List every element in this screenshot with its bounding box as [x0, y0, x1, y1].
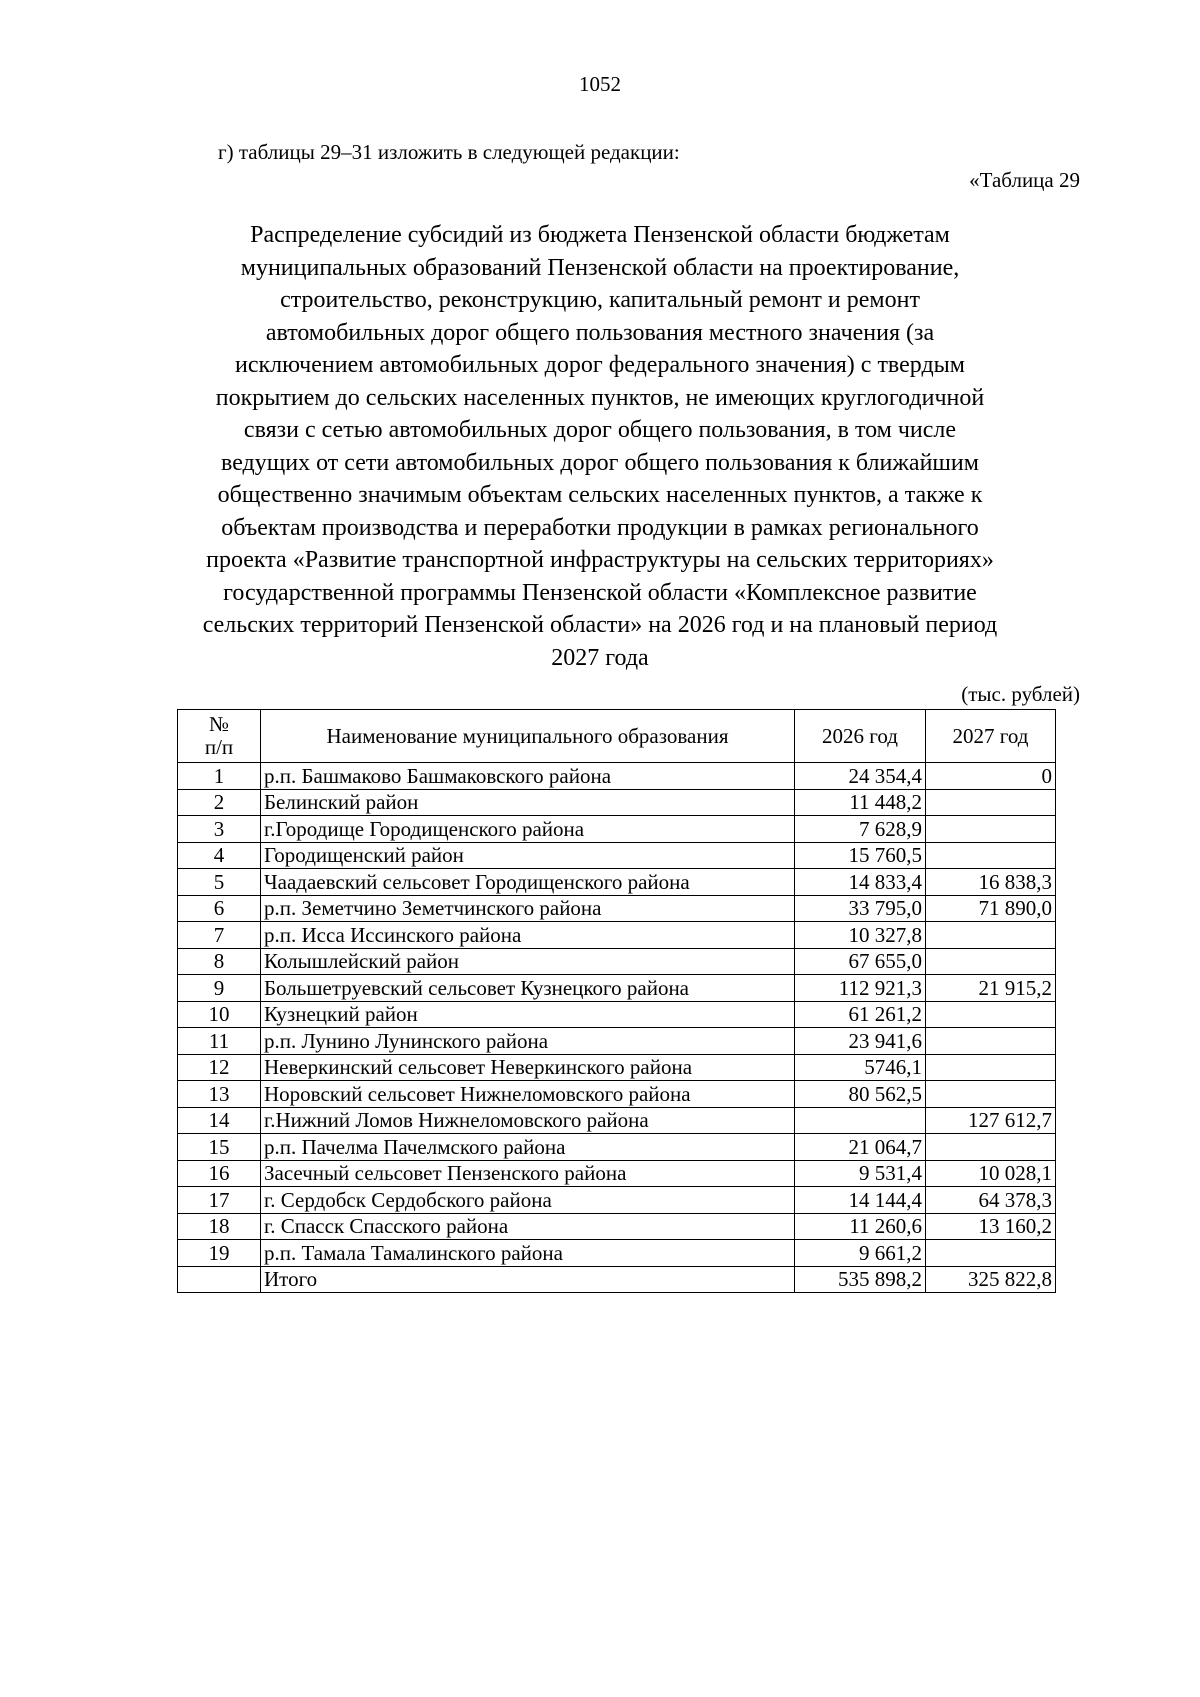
row-num: 18: [178, 1213, 261, 1240]
table-row: [178, 922, 1056, 949]
page-number: 1052: [579, 72, 621, 96]
row-2027: [926, 1081, 1056, 1108]
row-2026: [795, 1107, 926, 1134]
header-num: [178, 710, 261, 763]
row-name: Неверкинский сельсовет Неверкинского района: [261, 1054, 795, 1081]
row-2026: 9 661,2: [795, 1240, 926, 1267]
title-line: муниципальных образований Пензенской области на проектирование,: [240, 254, 960, 281]
total-2027: 325 822,8: [926, 1266, 1056, 1293]
table-row: [178, 1160, 1056, 1187]
row-2026: 15 760,5: [795, 842, 926, 869]
row-name: г. Спасск Спасского района: [261, 1213, 795, 1240]
row-2027: [926, 1240, 1056, 1267]
table-row: [178, 789, 1056, 816]
title-line: автомобильных дорог общего пользования местного значения (за: [265, 319, 935, 346]
subsidy-table: [177, 709, 1056, 1293]
table-row: [178, 1134, 1056, 1161]
row-num: 2: [178, 789, 261, 816]
row-2027: 16 838,3: [926, 869, 1056, 896]
units-label: (тыс. рублей): [961, 682, 1080, 706]
title-line: строительство, реконструкцию, капитальный ремонт и ремонт: [280, 287, 920, 313]
row-name: Кузнецкий район: [261, 1001, 795, 1028]
row-name: р.п. Земетчино Земетчинского района: [261, 895, 795, 922]
row-num: 17: [178, 1187, 261, 1214]
row-name: р.п. Лунино Лунинского района: [261, 1028, 795, 1055]
row-2026: 33 795,0: [795, 895, 926, 922]
header-2027: 2027 год: [926, 710, 1056, 763]
row-num: 15: [178, 1134, 261, 1161]
row-num: 11: [178, 1028, 261, 1055]
row-2026: 7 628,9: [795, 816, 926, 843]
row-2027: 10 028,1: [926, 1160, 1056, 1187]
row-name: Засечный сельсовет Пензенского района: [261, 1160, 795, 1187]
row-num: 1: [178, 763, 261, 790]
row-2026: 61 261,2: [795, 1001, 926, 1028]
row-num: 9: [178, 975, 261, 1002]
row-2026: 10 327,8: [795, 922, 926, 949]
table-header-row: [178, 710, 1056, 763]
table-row: [178, 869, 1056, 896]
table-row: [178, 1187, 1056, 1214]
table-row: [178, 816, 1056, 843]
total-2026: 535 898,2: [795, 1266, 926, 1293]
row-num: 8: [178, 948, 261, 975]
total-num: [178, 1266, 261, 1293]
row-2026: 9 531,4: [795, 1160, 926, 1187]
row-num: 5: [178, 869, 261, 896]
row-name: Норовский сельсовет Нижнеломовского района: [261, 1081, 795, 1108]
title-line: исключением автомобильных дорог федерального значения) с твердым: [235, 352, 965, 378]
row-num: 19: [178, 1240, 261, 1267]
title-line: ведущих от сети автомобильных дорог общего пользования к ближайшим: [221, 449, 979, 476]
intro-text: г) таблицы 29–31 изложить в следующей редакции:: [218, 140, 680, 164]
row-num: 14: [178, 1107, 261, 1134]
row-num: 10: [178, 1001, 261, 1028]
row-2027: 0: [926, 763, 1056, 790]
row-2027: 71 890,0: [926, 895, 1056, 922]
row-name: г. Сердобск Сердобского района: [261, 1187, 795, 1214]
row-num: 6: [178, 895, 261, 922]
title-line: государственной программы Пензенской области «Комплексное развитие: [223, 579, 977, 606]
table-row: [178, 1081, 1056, 1108]
table-row: [178, 763, 1056, 790]
table-row: [178, 1107, 1056, 1134]
table-row: [178, 975, 1056, 1002]
row-name: Чаадаевский сельсовет Городищенского района: [261, 869, 795, 896]
row-2027: [926, 948, 1056, 975]
row-name: р.п. Исса Иссинского района: [261, 922, 795, 949]
row-num: 12: [178, 1054, 261, 1081]
row-num: 16: [178, 1160, 261, 1187]
row-2027: [926, 816, 1056, 843]
table-label: «Таблица 29: [969, 168, 1080, 192]
row-2027: [926, 1054, 1056, 1081]
title-line: проекта «Развитие транспортной инфраструктуры на сельских территориях»: [206, 547, 994, 573]
row-name: Большетруевский сельсовет Кузнецкого района: [261, 975, 795, 1002]
document-title: [120, 219, 1080, 674]
total-label: Итого: [261, 1266, 795, 1293]
row-num: 4: [178, 842, 261, 869]
table-row: [178, 1240, 1056, 1267]
row-2026: 11 448,2: [795, 789, 926, 816]
table-row: [178, 948, 1056, 975]
row-name: г.Нижний Ломов Нижнеломовского района: [261, 1107, 795, 1134]
row-name: р.п. Башмаково Башмаковского района: [261, 763, 795, 790]
row-2027: [926, 842, 1056, 869]
row-2026: 112 921,3: [795, 975, 926, 1002]
row-2026: 21 064,7: [795, 1134, 926, 1161]
table-total-row: [178, 1266, 1056, 1293]
row-name: Белинский район: [261, 789, 795, 816]
row-2026: 14 144,4: [795, 1187, 926, 1214]
row-2026: 23 941,6: [795, 1028, 926, 1055]
title-line: сельских территорий Пензенской области» на 2026 год и на плановый период: [202, 612, 998, 638]
table-row: [178, 1001, 1056, 1028]
row-2026: 80 562,5: [795, 1081, 926, 1108]
row-2027: [926, 1028, 1056, 1055]
row-2027: 21 915,2: [926, 975, 1056, 1002]
row-2026: 5746,1: [795, 1054, 926, 1081]
title-line: связи с сетью автомобильных дорог общего пользования, в том числе: [243, 417, 957, 443]
row-name: р.п. Пачелма Пачелмского района: [261, 1134, 795, 1161]
table-row: [178, 842, 1056, 869]
row-num: 7: [178, 922, 261, 949]
row-2026: 67 655,0: [795, 948, 926, 975]
row-2026: 11 260,6: [795, 1213, 926, 1240]
row-2027: 13 160,2: [926, 1213, 1056, 1240]
header-2026: 2026 год: [795, 710, 926, 763]
row-2027: [926, 922, 1056, 949]
header-name: Наименование муниципального образования: [261, 710, 795, 763]
row-2026: 24 354,4: [795, 763, 926, 790]
table-row: [178, 1213, 1056, 1240]
row-2027: [926, 789, 1056, 816]
title-line: 2027 года: [551, 644, 649, 671]
row-2026: 14 833,4: [795, 869, 926, 896]
header-num-line2: п/п: [204, 735, 234, 759]
title-line: объектам производства и переработки продукции в рамках регионального: [221, 514, 979, 541]
row-num: 3: [178, 816, 261, 843]
title-line: общественно значимым объектам сельских населенных пунктов, а также к: [217, 482, 983, 508]
header-num-line1: №: [208, 712, 230, 736]
title-line: Распределение субсидий из бюджета Пензенской области бюджетам: [250, 222, 950, 248]
table-row: [178, 1054, 1056, 1081]
row-name: г.Городище Городищенского района: [261, 816, 795, 843]
row-name: Колышлейский район: [261, 948, 795, 975]
table-row: [178, 1028, 1056, 1055]
table-row: [178, 895, 1056, 922]
row-2027: 64 378,3: [926, 1187, 1056, 1214]
row-2027: 127 612,7: [926, 1107, 1056, 1134]
row-name: р.п. Тамала Тамалинского района: [261, 1240, 795, 1267]
row-num: 13: [178, 1081, 261, 1108]
row-name: Городищенский район: [261, 842, 795, 869]
title-line: покрытием до сельских населенных пунктов, не имеющих круглогодичной: [215, 384, 985, 411]
row-2027: [926, 1001, 1056, 1028]
row-2027: [926, 1134, 1056, 1161]
